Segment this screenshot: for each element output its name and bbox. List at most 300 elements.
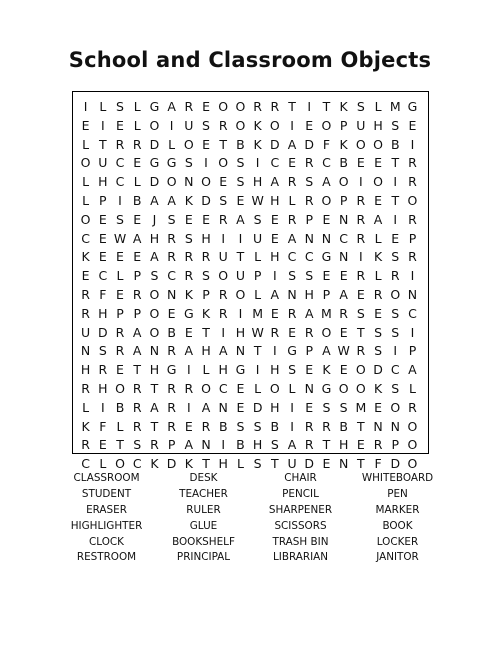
- grid-letter[interactable]: R: [115, 324, 125, 340]
- grid-letter[interactable]: T: [202, 324, 210, 340]
- grid-letter[interactable]: C: [390, 362, 400, 378]
- grid-letter[interactable]: A: [287, 230, 297, 246]
- grid-letter[interactable]: L: [202, 362, 210, 378]
- grid-letter[interactable]: S: [253, 456, 262, 472]
- grid-letter[interactable]: E: [374, 399, 382, 415]
- grid-letter[interactable]: T: [271, 456, 279, 472]
- grid-letter[interactable]: P: [253, 268, 262, 284]
- grid-letter[interactable]: R: [339, 305, 348, 321]
- grid-letter[interactable]: F: [374, 456, 382, 472]
- grid-letter[interactable]: U: [235, 268, 245, 284]
- grid-letter[interactable]: B: [270, 418, 280, 434]
- grid-letter[interactable]: H: [98, 380, 108, 396]
- grid-letter[interactable]: L: [99, 456, 107, 472]
- grid-letter[interactable]: D: [97, 324, 108, 340]
- grid-letter[interactable]: L: [99, 99, 107, 114]
- grid-letter[interactable]: G: [287, 343, 297, 359]
- grid-letter[interactable]: E: [305, 117, 314, 133]
- grid-letter[interactable]: I: [204, 155, 208, 171]
- grid-letter[interactable]: R: [287, 305, 297, 321]
- grid-letter[interactable]: T: [116, 437, 124, 453]
- grid-letter[interactable]: H: [218, 456, 228, 472]
- grid-letter[interactable]: O: [149, 117, 160, 133]
- grid-letter[interactable]: R: [167, 343, 176, 359]
- grid-letter[interactable]: R: [408, 211, 417, 227]
- grid-letter[interactable]: K: [184, 286, 193, 302]
- grid-letter[interactable]: S: [391, 305, 400, 321]
- grid-letter[interactable]: H: [270, 399, 280, 415]
- grid-letter[interactable]: E: [133, 211, 142, 227]
- grid-letter[interactable]: R: [81, 286, 90, 302]
- grid-letter[interactable]: C: [98, 268, 108, 284]
- grid-letter[interactable]: N: [149, 343, 160, 359]
- grid-letter[interactable]: O: [201, 380, 211, 396]
- grid-letter[interactable]: E: [133, 155, 142, 171]
- grid-letter[interactable]: A: [270, 286, 280, 302]
- grid-letter[interactable]: B: [339, 155, 348, 171]
- grid-letter[interactable]: R: [167, 230, 176, 246]
- grid-letter[interactable]: R: [201, 249, 211, 265]
- grid-letter[interactable]: N: [390, 418, 400, 434]
- grid-letter[interactable]: R: [287, 211, 297, 227]
- grid-letter[interactable]: C: [115, 155, 125, 171]
- grid-letter[interactable]: A: [339, 286, 348, 302]
- grid-letter[interactable]: I: [238, 230, 243, 246]
- grid-letter[interactable]: D: [149, 136, 160, 152]
- grid-letter[interactable]: E: [98, 230, 107, 246]
- grid-letter[interactable]: B: [390, 136, 400, 152]
- grid-letter[interactable]: R: [408, 249, 417, 265]
- grid-letter[interactable]: N: [338, 456, 349, 472]
- grid-letter[interactable]: O: [235, 99, 246, 114]
- grid-letter[interactable]: R: [132, 418, 142, 434]
- grid-letter[interactable]: P: [202, 286, 210, 302]
- grid-letter[interactable]: H: [149, 230, 160, 246]
- grid-letter[interactable]: G: [166, 362, 177, 378]
- grid-letter[interactable]: E: [167, 305, 176, 321]
- grid-letter[interactable]: T: [253, 343, 262, 359]
- grid-letter[interactable]: G: [149, 99, 160, 114]
- grid-letter[interactable]: L: [288, 192, 296, 208]
- grid-letter[interactable]: O: [355, 136, 366, 152]
- grid-letter[interactable]: F: [99, 418, 107, 434]
- grid-letter[interactable]: R: [408, 174, 417, 190]
- grid-letter[interactable]: T: [391, 192, 400, 208]
- grid-letter[interactable]: E: [356, 286, 365, 302]
- grid-letter[interactable]: H: [98, 305, 108, 321]
- grid-letter[interactable]: R: [356, 192, 366, 208]
- grid-letter[interactable]: A: [184, 343, 194, 359]
- grid-letter[interactable]: R: [201, 418, 211, 434]
- grid-letter[interactable]: S: [374, 343, 383, 359]
- grid-letter[interactable]: R: [184, 268, 194, 284]
- grid-letter[interactable]: I: [410, 268, 415, 284]
- grid-letter[interactable]: A: [132, 343, 142, 359]
- grid-letter[interactable]: T: [133, 362, 142, 378]
- grid-letter[interactable]: T: [357, 418, 365, 434]
- grid-letter[interactable]: C: [287, 249, 297, 265]
- grid-letter[interactable]: A: [132, 230, 142, 246]
- grid-letter[interactable]: H: [373, 117, 383, 133]
- grid-letter[interactable]: L: [408, 380, 416, 396]
- grid-letter[interactable]: S: [219, 192, 228, 208]
- grid-letter[interactable]: O: [183, 136, 194, 152]
- grid-letter[interactable]: E: [374, 192, 382, 208]
- grid-letter[interactable]: S: [150, 268, 159, 284]
- grid-letter[interactable]: L: [168, 136, 176, 152]
- grid-letter[interactable]: G: [183, 305, 194, 321]
- grid-letter[interactable]: E: [133, 249, 142, 265]
- grid-letter[interactable]: R: [408, 399, 417, 415]
- grid-letter[interactable]: K: [201, 305, 211, 321]
- grid-letter[interactable]: A: [322, 343, 331, 359]
- grid-letter[interactable]: S: [356, 305, 365, 321]
- grid-letter[interactable]: P: [167, 437, 176, 453]
- grid-letter[interactable]: H: [270, 192, 280, 208]
- grid-letter[interactable]: R: [132, 380, 142, 396]
- grid-letter[interactable]: E: [339, 362, 348, 378]
- grid-letter[interactable]: A: [132, 324, 142, 340]
- grid-letter[interactable]: N: [338, 249, 349, 265]
- grid-letter[interactable]: R: [150, 437, 159, 453]
- grid-letter[interactable]: O: [166, 174, 177, 190]
- grid-letter[interactable]: P: [305, 211, 314, 227]
- grid-letter[interactable]: O: [338, 174, 349, 190]
- grid-letter[interactable]: S: [391, 324, 400, 340]
- grid-letter[interactable]: G: [321, 380, 332, 396]
- grid-letter[interactable]: E: [98, 249, 107, 265]
- grid-letter[interactable]: S: [184, 230, 193, 246]
- grid-letter[interactable]: I: [393, 343, 398, 359]
- grid-letter[interactable]: P: [408, 230, 417, 246]
- grid-letter[interactable]: P: [408, 343, 417, 359]
- grid-letter[interactable]: E: [81, 268, 90, 284]
- grid-letter[interactable]: U: [81, 324, 91, 340]
- grid-letter[interactable]: I: [169, 117, 174, 133]
- grid-letter[interactable]: B: [132, 192, 142, 208]
- grid-letter[interactable]: E: [339, 324, 348, 340]
- grid-letter[interactable]: O: [218, 155, 229, 171]
- grid-letter[interactable]: I: [393, 211, 398, 227]
- grid-letter[interactable]: A: [236, 211, 245, 227]
- grid-letter[interactable]: I: [290, 418, 294, 434]
- grid-letter[interactable]: O: [355, 362, 366, 378]
- grid-letter[interactable]: E: [236, 380, 245, 396]
- grid-letter[interactable]: O: [201, 174, 211, 190]
- grid-letter[interactable]: S: [236, 155, 245, 171]
- grid-letter[interactable]: S: [270, 437, 279, 453]
- grid-letter[interactable]: B: [236, 136, 245, 152]
- grid-letter[interactable]: O: [390, 286, 401, 302]
- grid-letter[interactable]: U: [356, 117, 366, 133]
- grid-letter[interactable]: I: [221, 230, 226, 246]
- grid-letter[interactable]: O: [407, 192, 418, 208]
- grid-letter[interactable]: L: [133, 99, 141, 114]
- grid-letter[interactable]: N: [235, 343, 246, 359]
- grid-letter[interactable]: L: [374, 230, 382, 246]
- grid-letter[interactable]: E: [184, 324, 193, 340]
- grid-letter[interactable]: E: [236, 192, 245, 208]
- grid-letter[interactable]: P: [305, 343, 314, 359]
- grid-letter[interactable]: P: [133, 305, 141, 321]
- grid-letter[interactable]: N: [338, 211, 349, 227]
- grid-letter[interactable]: B: [339, 418, 348, 434]
- grid-letter[interactable]: R: [81, 380, 90, 396]
- grid-letter[interactable]: K: [184, 456, 193, 472]
- grid-letter[interactable]: I: [307, 99, 312, 114]
- grid-letter[interactable]: L: [374, 99, 382, 114]
- grid-letter[interactable]: P: [133, 268, 141, 284]
- grid-letter[interactable]: L: [82, 174, 90, 190]
- grid-letter[interactable]: A: [150, 192, 159, 208]
- grid-letter[interactable]: U: [253, 230, 263, 246]
- grid-letter[interactable]: D: [270, 136, 280, 152]
- grid-letter[interactable]: R: [356, 211, 366, 227]
- grid-letter[interactable]: E: [270, 305, 279, 321]
- grid-letter[interactable]: I: [100, 117, 105, 133]
- grid-letter[interactable]: D: [373, 362, 383, 378]
- grid-letter[interactable]: I: [221, 324, 226, 340]
- grid-letter[interactable]: A: [150, 399, 159, 415]
- grid-letter[interactable]: E: [184, 418, 193, 434]
- grid-letter[interactable]: B: [236, 437, 245, 453]
- grid-letter[interactable]: C: [81, 230, 90, 246]
- grid-letter[interactable]: E: [288, 324, 296, 340]
- grid-letter[interactable]: E: [356, 437, 365, 453]
- grid-letter[interactable]: O: [355, 380, 366, 396]
- grid-letter[interactable]: G: [166, 155, 177, 171]
- grid-letter[interactable]: E: [408, 117, 417, 133]
- grid-letter[interactable]: E: [305, 399, 314, 415]
- grid-letter[interactable]: O: [218, 268, 229, 284]
- grid-letter[interactable]: R: [218, 286, 228, 302]
- grid-letter[interactable]: M: [389, 99, 401, 114]
- grid-letter[interactable]: N: [80, 343, 91, 359]
- grid-letter[interactable]: W: [337, 343, 350, 359]
- grid-letter[interactable]: A: [167, 99, 176, 114]
- grid-letter[interactable]: H: [270, 249, 280, 265]
- grid-letter[interactable]: S: [184, 155, 193, 171]
- grid-letter[interactable]: K: [81, 249, 90, 265]
- grid-letter[interactable]: P: [99, 192, 107, 208]
- grid-letter[interactable]: E: [322, 456, 331, 472]
- grid-letter[interactable]: R: [356, 268, 366, 284]
- grid-letter[interactable]: N: [407, 286, 418, 302]
- grid-letter[interactable]: R: [184, 99, 194, 114]
- grid-letter[interactable]: C: [270, 155, 280, 171]
- grid-letter[interactable]: I: [186, 399, 191, 415]
- grid-letter[interactable]: O: [407, 456, 418, 472]
- grid-letter[interactable]: O: [115, 456, 125, 472]
- grid-letter[interactable]: S: [356, 99, 365, 114]
- grid-letter[interactable]: S: [322, 399, 331, 415]
- grid-letter[interactable]: O: [321, 324, 332, 340]
- grid-letter[interactable]: O: [235, 286, 246, 302]
- grid-letter[interactable]: N: [184, 174, 194, 190]
- grid-letter[interactable]: R: [304, 324, 314, 340]
- grid-letter[interactable]: R: [304, 437, 314, 453]
- grid-letter[interactable]: S: [202, 268, 210, 284]
- grid-letter[interactable]: S: [98, 343, 107, 359]
- grid-letter[interactable]: O: [407, 418, 418, 434]
- grid-letter[interactable]: S: [236, 418, 245, 434]
- grid-letter[interactable]: K: [373, 249, 383, 265]
- grid-letter[interactable]: A: [218, 343, 228, 359]
- grid-letter[interactable]: E: [270, 230, 279, 246]
- grid-letter[interactable]: R: [218, 211, 228, 227]
- grid-letter[interactable]: I: [359, 249, 363, 265]
- grid-letter[interactable]: G: [321, 249, 332, 265]
- grid-letter[interactable]: A: [184, 437, 194, 453]
- grid-letter[interactable]: P: [339, 192, 348, 208]
- grid-letter[interactable]: L: [82, 399, 90, 415]
- grid-letter[interactable]: N: [287, 286, 297, 302]
- grid-letter[interactable]: P: [116, 305, 124, 321]
- grid-letter[interactable]: R: [373, 286, 383, 302]
- grid-letter[interactable]: G: [407, 99, 418, 114]
- grid-letter[interactable]: R: [304, 418, 314, 434]
- grid-letter[interactable]: I: [272, 343, 277, 359]
- grid-letter[interactable]: O: [235, 117, 246, 133]
- grid-letter[interactable]: R: [167, 399, 176, 415]
- grid-letter[interactable]: A: [287, 136, 297, 152]
- grid-letter[interactable]: D: [149, 174, 160, 190]
- grid-letter[interactable]: S: [288, 362, 296, 378]
- grid-letter[interactable]: I: [272, 268, 277, 284]
- grid-letter[interactable]: T: [202, 456, 210, 472]
- grid-letter[interactable]: L: [288, 380, 296, 396]
- grid-letter[interactable]: L: [236, 456, 244, 472]
- grid-letter[interactable]: O: [321, 117, 332, 133]
- grid-letter[interactable]: G: [149, 155, 160, 171]
- letter-grid[interactable]: [77, 98, 421, 474]
- grid-letter[interactable]: K: [339, 136, 348, 152]
- grid-letter[interactable]: R: [115, 136, 125, 152]
- grid-letter[interactable]: U: [184, 117, 194, 133]
- grid-letter[interactable]: C: [408, 305, 417, 321]
- grid-letter[interactable]: B: [115, 399, 125, 415]
- grid-letter[interactable]: N: [373, 418, 383, 434]
- grid-letter[interactable]: A: [270, 174, 280, 190]
- grid-letter[interactable]: L: [133, 117, 141, 133]
- grid-letter[interactable]: R: [270, 99, 280, 114]
- grid-letter[interactable]: T: [322, 437, 331, 453]
- grid-letter[interactable]: D: [304, 456, 315, 472]
- grid-letter[interactable]: H: [149, 362, 160, 378]
- grid-letter[interactable]: S: [391, 380, 400, 396]
- grid-letter[interactable]: E: [322, 211, 331, 227]
- grid-letter[interactable]: D: [390, 456, 401, 472]
- grid-letter[interactable]: S: [288, 268, 296, 284]
- grid-letter[interactable]: E: [116, 249, 124, 265]
- grid-letter[interactable]: K: [322, 362, 331, 378]
- grid-letter[interactable]: R: [132, 399, 142, 415]
- grid-letter[interactable]: E: [202, 99, 210, 114]
- grid-letter[interactable]: K: [373, 380, 383, 396]
- grid-letter[interactable]: R: [356, 343, 366, 359]
- grid-letter[interactable]: L: [116, 268, 124, 284]
- grid-letter[interactable]: H: [252, 437, 263, 453]
- grid-letter[interactable]: S: [253, 418, 262, 434]
- grid-letter[interactable]: I: [410, 136, 415, 152]
- grid-letter[interactable]: U: [98, 155, 108, 171]
- grid-letter[interactable]: W: [251, 324, 264, 340]
- grid-letter[interactable]: I: [290, 117, 294, 133]
- grid-letter[interactable]: O: [407, 437, 418, 453]
- grid-letter[interactable]: R: [304, 192, 314, 208]
- grid-letter[interactable]: N: [201, 437, 211, 453]
- grid-letter[interactable]: S: [374, 324, 383, 340]
- grid-letter[interactable]: H: [218, 362, 228, 378]
- grid-letter[interactable]: T: [322, 99, 331, 114]
- grid-letter[interactable]: S: [116, 211, 124, 227]
- grid-letter[interactable]: N: [218, 399, 228, 415]
- grid-letter[interactable]: R: [184, 249, 194, 265]
- grid-letter[interactable]: K: [339, 99, 348, 114]
- grid-letter[interactable]: U: [287, 456, 297, 472]
- grid-letter[interactable]: I: [221, 437, 226, 453]
- grid-letter[interactable]: S: [305, 174, 314, 190]
- grid-letter[interactable]: R: [167, 249, 176, 265]
- grid-letter[interactable]: R: [132, 286, 142, 302]
- grid-letter[interactable]: H: [201, 343, 211, 359]
- grid-letter[interactable]: E: [219, 174, 228, 190]
- grid-letter[interactable]: S: [253, 211, 262, 227]
- grid-letter[interactable]: E: [116, 362, 124, 378]
- grid-letter[interactable]: O: [218, 99, 229, 114]
- grid-letter[interactable]: O: [149, 324, 160, 340]
- grid-letter[interactable]: O: [373, 174, 383, 190]
- grid-letter[interactable]: R: [287, 174, 297, 190]
- grid-letter[interactable]: B: [167, 324, 176, 340]
- grid-letter[interactable]: E: [202, 136, 210, 152]
- grid-letter[interactable]: K: [184, 192, 193, 208]
- grid-letter[interactable]: I: [186, 362, 191, 378]
- grid-letter[interactable]: I: [393, 174, 398, 190]
- grid-letter[interactable]: O: [80, 211, 91, 227]
- grid-letter[interactable]: R: [184, 380, 194, 396]
- grid-letter[interactable]: D: [166, 456, 177, 472]
- grid-letter[interactable]: T: [236, 249, 245, 265]
- grid-letter[interactable]: N: [304, 230, 314, 246]
- grid-letter[interactable]: R: [373, 437, 383, 453]
- grid-letter[interactable]: E: [374, 155, 382, 171]
- grid-letter[interactable]: L: [374, 268, 382, 284]
- grid-letter[interactable]: S: [236, 174, 245, 190]
- grid-letter[interactable]: I: [255, 362, 260, 378]
- grid-letter[interactable]: T: [391, 155, 400, 171]
- grid-letter[interactable]: E: [356, 155, 365, 171]
- grid-letter[interactable]: H: [235, 324, 246, 340]
- grid-letter[interactable]: O: [390, 399, 401, 415]
- grid-letter[interactable]: L: [254, 249, 262, 265]
- grid-letter[interactable]: C: [304, 249, 314, 265]
- grid-letter[interactable]: I: [100, 399, 105, 415]
- grid-letter[interactable]: E: [184, 211, 193, 227]
- grid-letter[interactable]: C: [339, 230, 349, 246]
- grid-letter[interactable]: T: [98, 136, 107, 152]
- grid-letter[interactable]: O: [115, 380, 125, 396]
- grid-letter[interactable]: E: [322, 268, 331, 284]
- grid-letter[interactable]: D: [252, 399, 263, 415]
- grid-letter[interactable]: C: [322, 155, 331, 171]
- grid-letter[interactable]: R: [167, 380, 176, 396]
- grid-letter[interactable]: K: [81, 418, 90, 434]
- grid-letter[interactable]: H: [98, 174, 108, 190]
- grid-letter[interactable]: C: [115, 174, 125, 190]
- grid-letter[interactable]: E: [116, 286, 124, 302]
- grid-letter[interactable]: B: [218, 418, 228, 434]
